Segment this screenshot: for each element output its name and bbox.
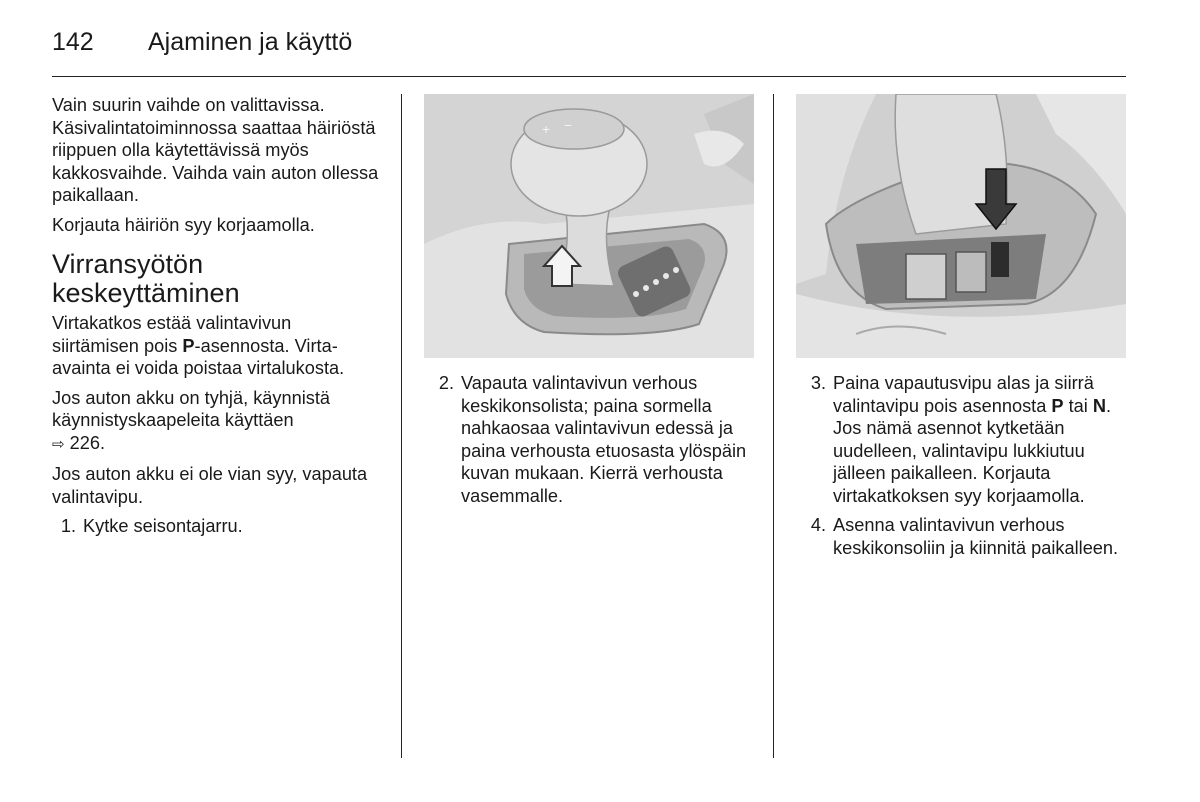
page-reference-icon: ⇨ [52,435,65,453]
page-number: 142 [52,28,94,56]
column-divider [401,94,402,758]
gear-lever-illustration-icon [424,94,754,358]
svg-text:+: + [542,121,551,137]
text-column-3 [796,94,1126,566]
text-column-2 [424,94,756,514]
paragraph: Vain suurin vaihde on valittavissa. Käsivalintatoiminnossa saattaa häiriöstä riippuen olla käytettävissä myös kakkosvaihde. Vaihda vain auton ollessa paikallaan. [52,95,379,205]
svg-text:−: − [564,117,573,133]
section-heading: Virransyötön keskeyttäminen [52,249,240,308]
paragraph: Korjauta häiriön syy korjaamolla. [52,214,315,235]
list-item: 1. Kytke seisontajarru. [60,516,243,536]
list-item: 3. Paina vapautusvipu alas ja siirrä valintavipu pois asennosta P tai N. Jos nämä asennot kytketään uudelleen, valintavipu lukkiutuu jälleen paikalleen. Korjauta virtakatkoksen syy korjaamolla. [810,373,1112,506]
list-item: 2. Vapauta valintavivun verhous keskikonsolista; paina sormella nahkaosaa valintavivun edessä ja paina verhousta etuosasta ylöspäin kuvan mukaan. Kierrä verhousta vasemmalle. [438,373,747,506]
page-reference-link[interactable]: 226. [69,432,106,453]
paragraph: Jos auton akku ei ole vian syy, vapauta valintavipu. [52,464,368,507]
page-header [52,24,1126,77]
section-title: Ajaminen ja käyttö [148,28,353,56]
list-item: 4. Asenna valintavivun verhous keskikonsoliin ja kiinnitä paikalleen. [810,515,1119,558]
paragraph: Jos auton akku on tyhjä, käynnistä käynnistyskaapeleita käyttäen ⇨ 226. [52,387,331,453]
release-lever-illustration-icon [796,94,1126,358]
text-column-1 [52,94,382,545]
column-divider [773,94,774,758]
paragraph: Virtakatkos estää valintavivun siirtämisen pois P-asennosta. Virta-avainta ei voida poistaa virtalukosta. [52,313,345,378]
